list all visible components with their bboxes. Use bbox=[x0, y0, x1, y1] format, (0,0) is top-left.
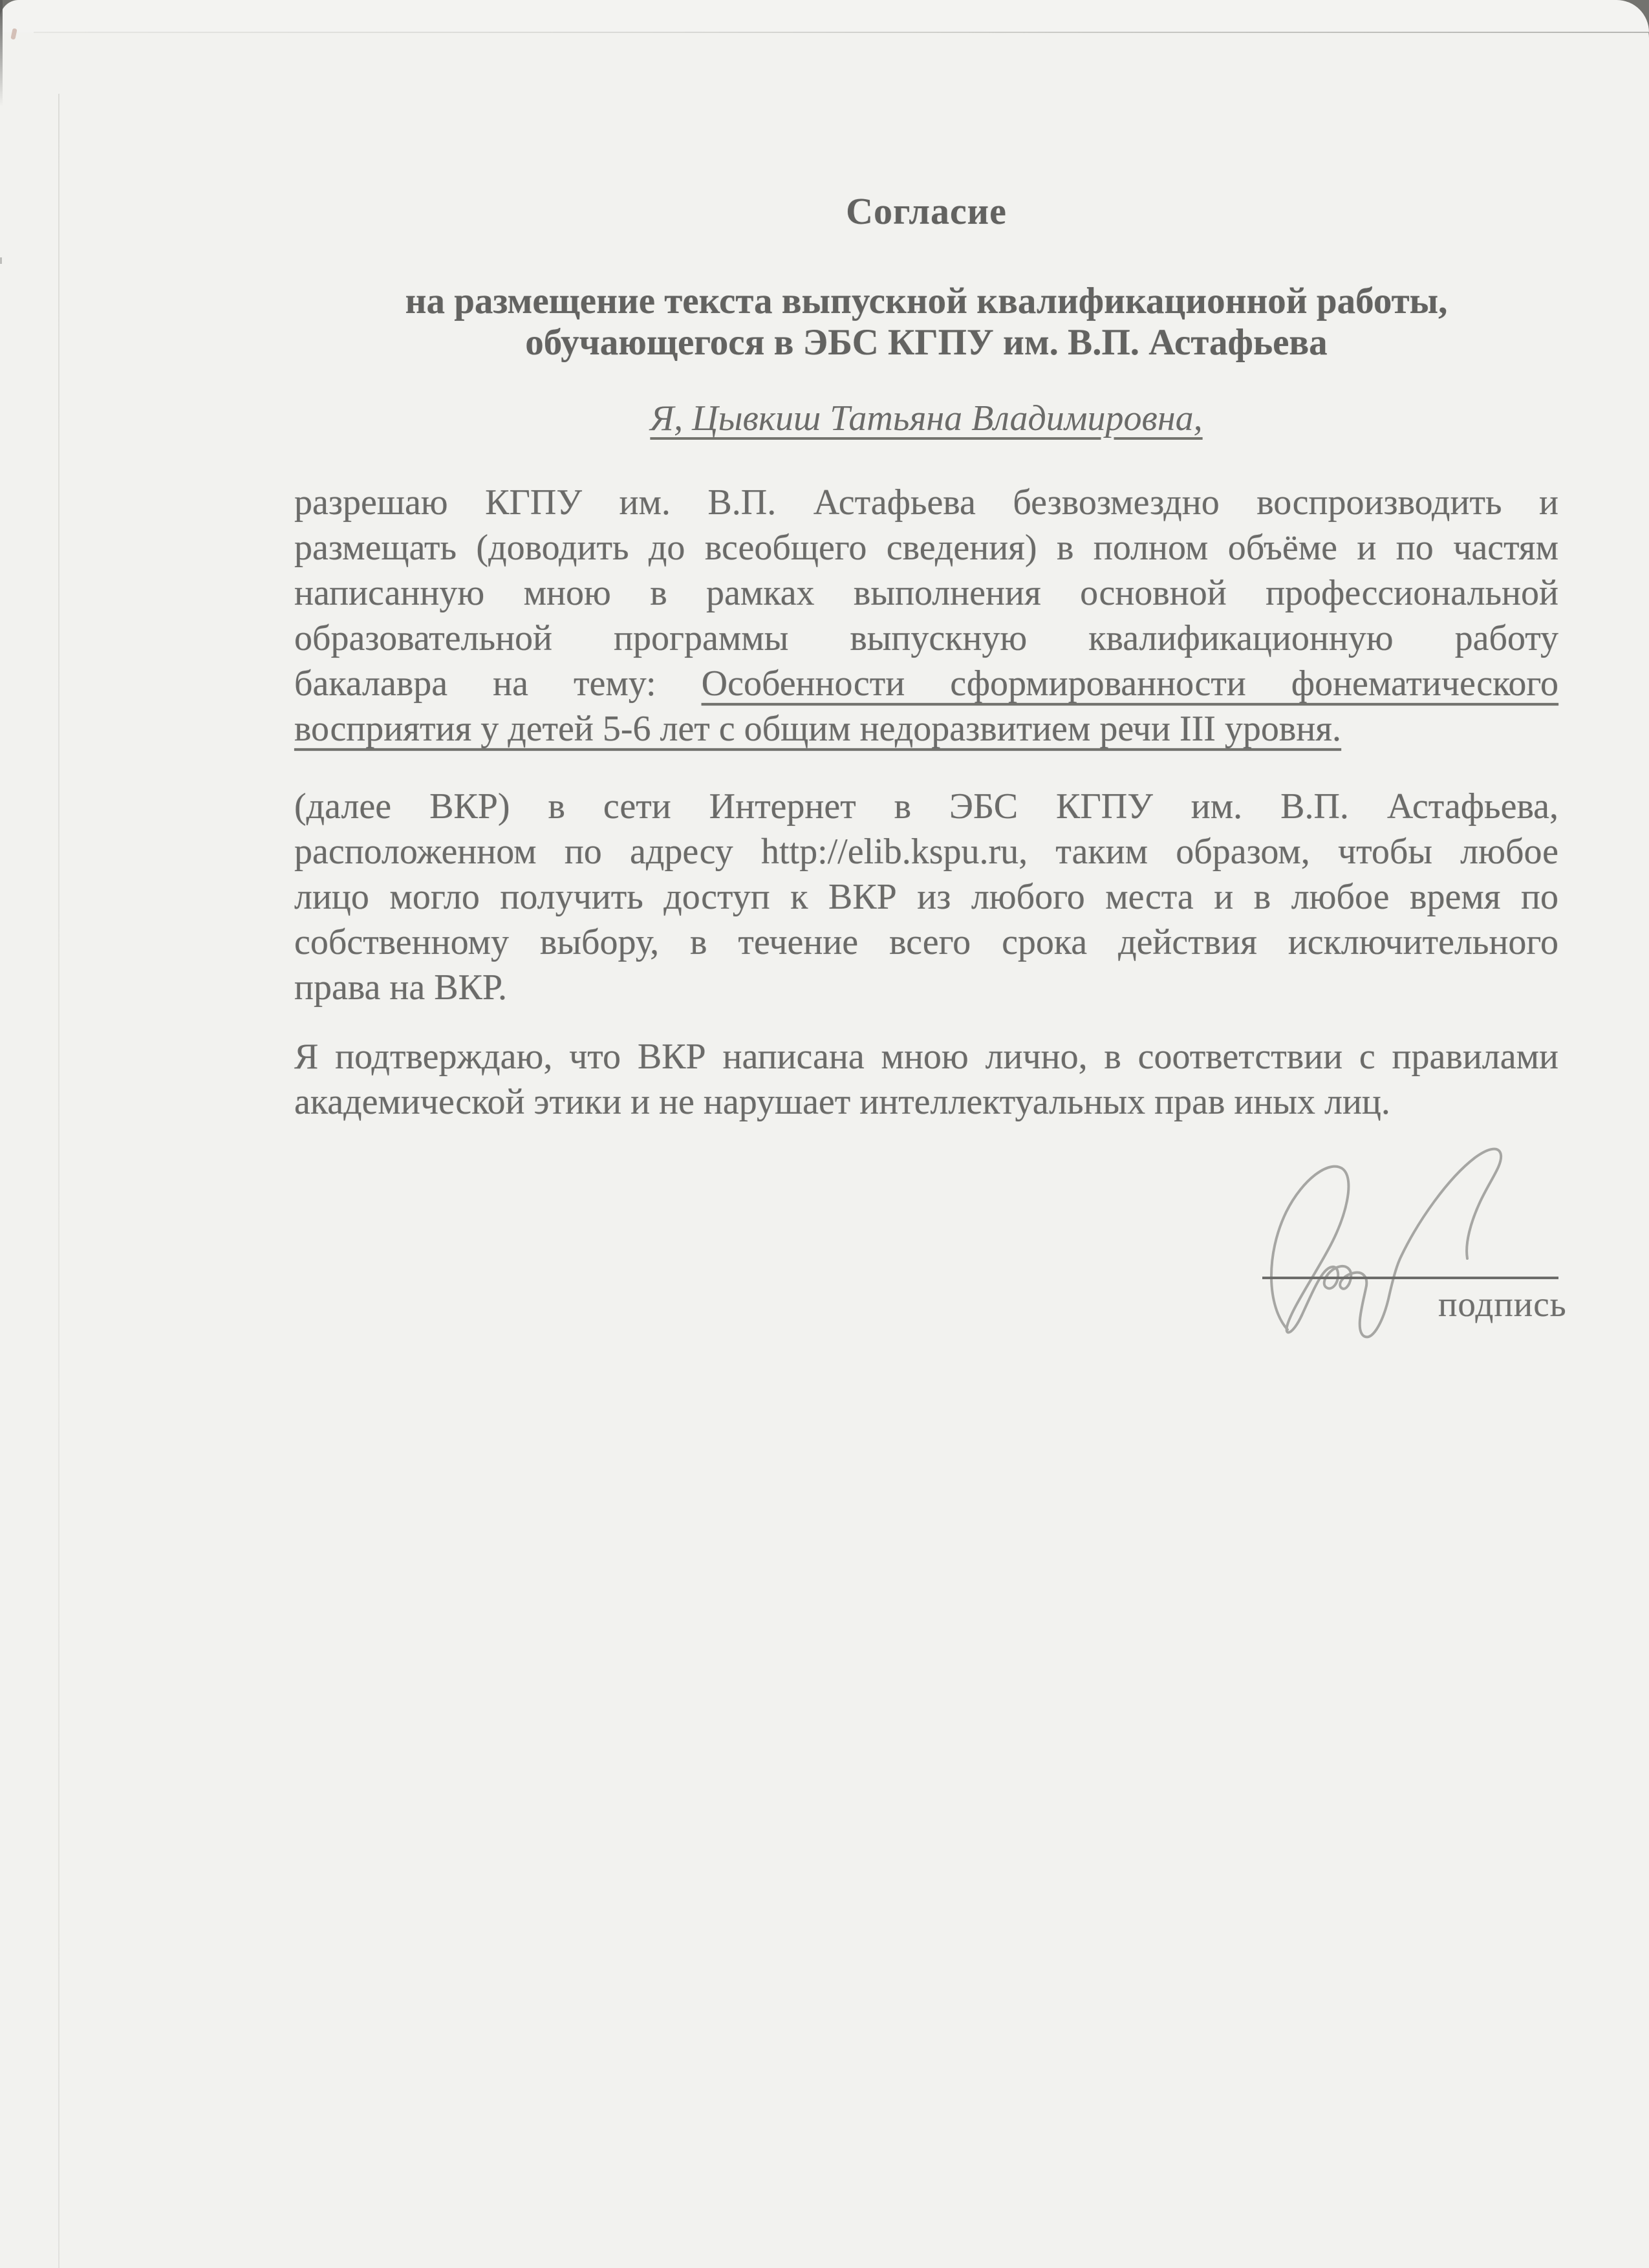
topic-prefix: бакалавра на тему: bbox=[294, 664, 702, 704]
text-line: (далее ВКР) в сети Интернет в ЭБС КГПУ им. В.П. Астафьева, bbox=[294, 786, 1558, 826]
subtitle-line-1: на размещение текста выпускной квалификационной работы, bbox=[405, 281, 1448, 321]
text-line: права на ВКР. bbox=[294, 967, 508, 1008]
text-line: лицо могло получить доступ к ВКР из любого места и в любое время по bbox=[294, 877, 1558, 917]
thesis-title-part-2: восприятия у детей 5-6 лет с общим недоразвитием речи III уровня. bbox=[294, 709, 1342, 749]
text-line: образовательной программы выпускную квалификационную работу bbox=[294, 618, 1558, 658]
document-subtitle bbox=[294, 281, 1558, 363]
scan-edge-shadow bbox=[0, 0, 3, 107]
text-line-thesis-topic bbox=[294, 661, 1558, 706]
signature-flourish bbox=[1401, 1149, 1501, 1258]
declarant-name-line: Я, Цывкиш Татьяна Владимировна, bbox=[650, 398, 1203, 438]
signature-caption: подпись bbox=[1438, 1284, 1567, 1324]
text-line-thesis-topic bbox=[294, 706, 1558, 751]
text-line: собственному выбору, в течение всего срока действия исключительного bbox=[294, 922, 1558, 962]
scan-nick bbox=[0, 257, 2, 264]
text-line: академической этики и не нарушает интеллектуальных прав иных лиц. bbox=[294, 1082, 1390, 1122]
paragraph-access-terms bbox=[294, 784, 1558, 1010]
paper-left-edge bbox=[58, 94, 59, 2268]
paragraph-confirmation bbox=[294, 1034, 1558, 1125]
signature-letters bbox=[1302, 1266, 1366, 1315]
signature-descender bbox=[1360, 1256, 1401, 1337]
text-line: расположенном по адресу http://elib.kspu.ru, таким образом, чтобы любое bbox=[294, 832, 1558, 872]
text-line: написанную мною в рамках выполнения основной профессиональной bbox=[294, 573, 1558, 613]
text-line: разрешаю КГПУ им. В.П. Астафьева безвозмездно воспроизводить и bbox=[294, 482, 1558, 523]
signature-line bbox=[1262, 1277, 1558, 1279]
text-line: Я подтверждаю, что ВКР написана мною лично, в соответствии с правилами bbox=[294, 1037, 1558, 1077]
scanner-lid-zone bbox=[0, 0, 1649, 32]
subtitle-line-2: обучающегося в ЭБС КГПУ им. В.П. Астафьева bbox=[525, 322, 1328, 363]
paper-top-edge bbox=[34, 32, 1649, 33]
document-title: Согласие bbox=[846, 190, 1007, 232]
signature-loop bbox=[1271, 1167, 1348, 1333]
text-line: размещать (доводить до всеобщего сведения) в полном объёме и по частям bbox=[294, 528, 1558, 568]
thesis-title-part-1: Особенности сформированности фонематического bbox=[701, 664, 1559, 704]
paragraph-permission bbox=[294, 480, 1558, 751]
